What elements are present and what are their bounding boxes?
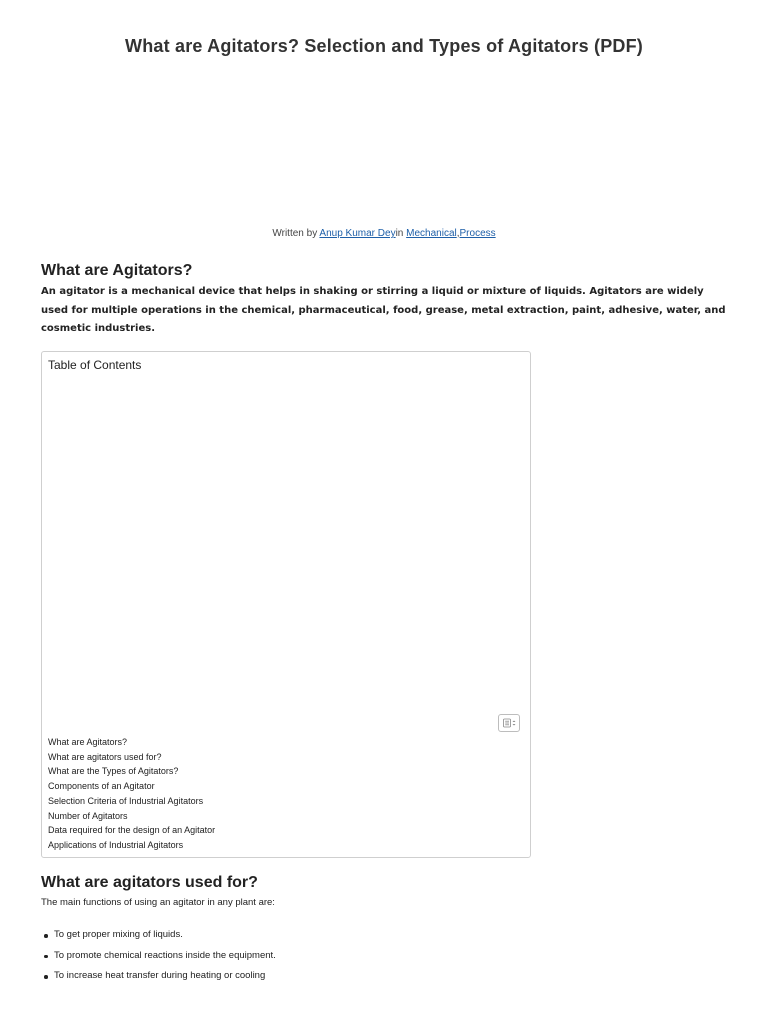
list-toggle-icon	[499, 715, 519, 731]
list-item: To promote chemical reactions inside the equipment.	[41, 946, 276, 967]
toc-item[interactable]: Data required for the design of an Agitator	[48, 825, 216, 836]
toc-item[interactable]: What are Agitators?	[48, 737, 128, 747]
section-heading-what-are-agitators: What are Agitators?	[41, 262, 193, 279]
functions-list	[41, 925, 276, 987]
byline	[0, 228, 768, 239]
byline-prefix: Written by	[272, 228, 320, 239]
toc-title: Table of Contents	[48, 358, 142, 372]
byline-joiner: in	[395, 228, 407, 239]
category-link-mechanical[interactable]: Mechanical	[406, 228, 457, 239]
toc-item[interactable]: What are agitators used for?	[48, 751, 162, 762]
functions-intro: The main functions of using an agitator in any plant are:	[41, 897, 275, 908]
toc-item[interactable]: Applications of Industrial Agitators	[48, 839, 184, 850]
toc-toggle-button[interactable]	[498, 714, 520, 732]
toc-item[interactable]: What are the Types of Agitators?	[48, 766, 179, 777]
table-of-contents	[41, 351, 531, 858]
page-title: What are Agitators? Selection and Types of Agitators (PDF)	[125, 36, 643, 56]
category-separator: ,	[456, 228, 460, 239]
list-item: To increase heat transfer during heating or cooling	[41, 966, 276, 987]
intro-paragraph: An agitator is a mechanical device that helps in shaking or stirring a liquid or mixture of liquids. Agitators are widely used for multiple operations in the chemical, pharmaceutical, food, grease, metal extraction, paint, adhesive, water, and cosmetic industries.	[41, 286, 726, 334]
toc-item[interactable]: Components of an Agitator	[48, 781, 155, 792]
toc-item[interactable]: Selection Criteria of Industrial Agitators	[48, 795, 204, 806]
section-heading-agitators-used-for: What are agitators used for?	[41, 874, 258, 891]
toc-list	[48, 735, 215, 853]
author-link[interactable]: Anup Kumar Dey	[319, 228, 396, 239]
list-item: To get proper mixing of liquids.	[41, 925, 276, 946]
category-link-process[interactable]: Process	[459, 228, 496, 239]
toc-item[interactable]: Number of Agitators	[48, 810, 128, 821]
